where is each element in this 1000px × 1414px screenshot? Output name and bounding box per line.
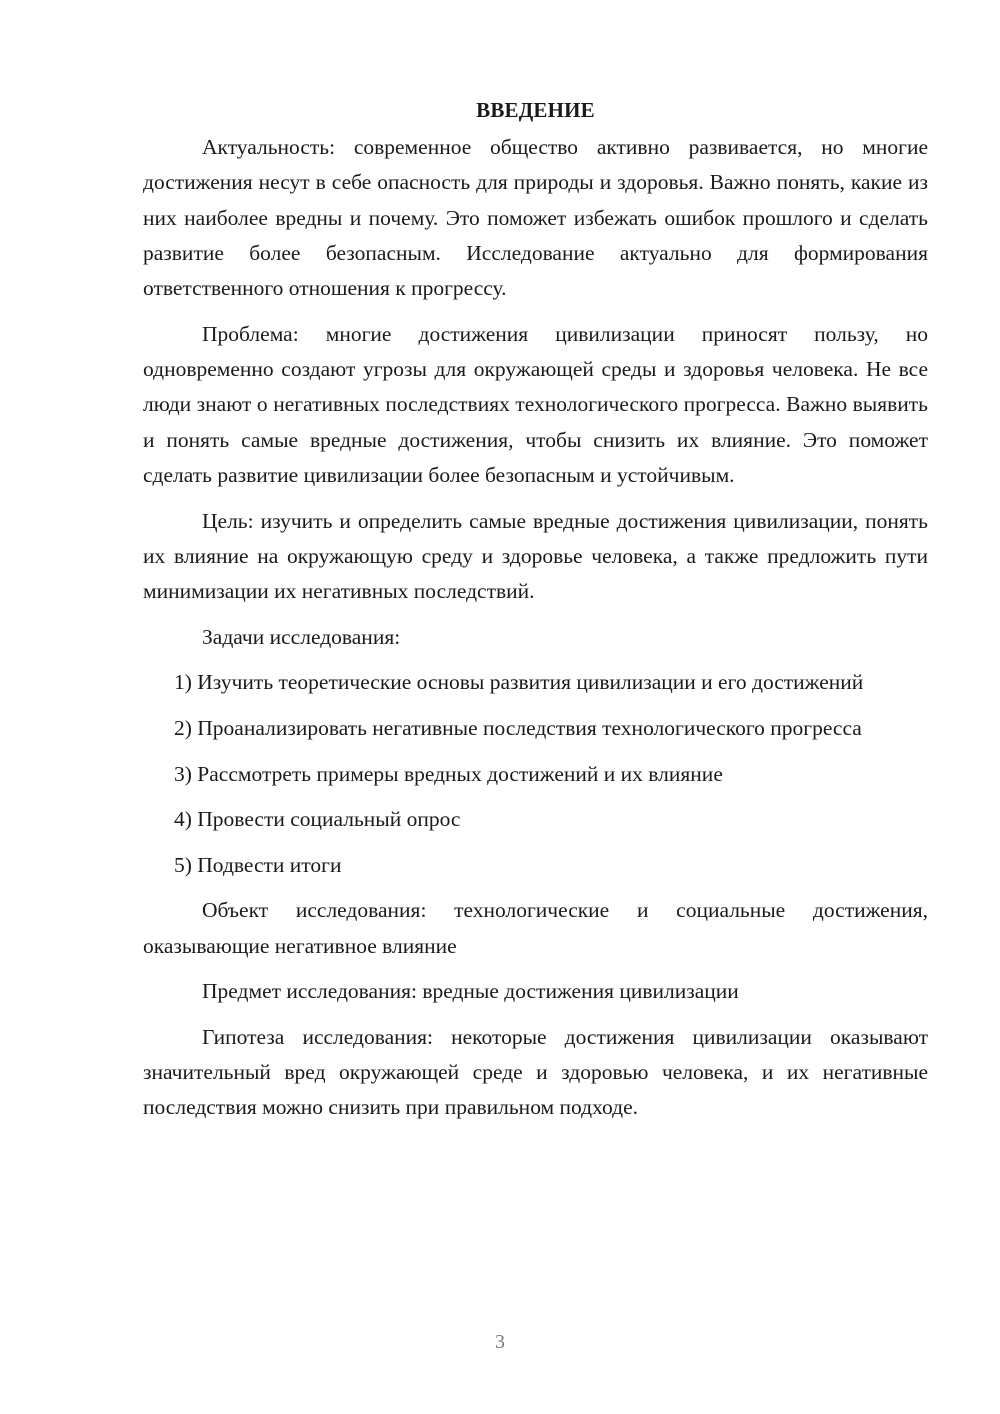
problem-paragraph: Проблема: многие достижения цивилизации приносят пользу, но одновременно создают угрозы для окружающей среды и здоровья человека. Не все люди знают о негативных последствиях технологического прогресса. Важно выявить и понять самые вредные достижения, чтобы снизить их влияние. Это поможет сделать развитие цивилизации более безопасным и устойчивым.: [143, 321, 928, 487]
task-item: 2) Проанализировать негативные последствия технологического прогресса: [174, 715, 862, 740]
document-page: [143, 93, 928, 1136]
task-item: 5) Подвести итоги: [174, 852, 342, 877]
hypothesis-paragraph: Гипотеза исследования: некоторые достижения цивилизации оказывают значительный вред окружающей среде и здоровью человека, и их негативные последствия можно снизить при правильном подходе.: [143, 1024, 928, 1120]
relevance-paragraph: Актуальность: современное общество активно развивается, но многие достижения несут в себе опасность для природы и здоровья. Важно понять, какие из них наиболее вредны и почему. Это поможет избежать ошибок прошлого и сделать развитие более безопасным. Исследование актуально для формирования ответственного отношения к прогрессу.: [143, 135, 928, 301]
tasks-title: Задачи исследования:: [202, 624, 401, 649]
task-item: 1) Изучить теоретические основы развития цивилизации и его достижений: [174, 670, 864, 695]
page-number: 3: [495, 1331, 505, 1353]
task-item: 4) Провести социальный опрос: [174, 807, 461, 832]
subject-paragraph: Предмет исследования: вредные достижения цивилизации: [202, 979, 739, 1004]
page-title: ВВЕДЕНИЕ: [476, 98, 595, 122]
object-paragraph: Объект исследования: технологические и социальные достижения, оказывающие негативное влияние: [143, 898, 928, 958]
task-item: 3) Рассмотреть примеры вредных достижений и их влияние: [174, 761, 723, 786]
goal-paragraph: Цель: изучить и определить самые вредные достижения цивилизации, понять их влияние на окружающую среду и здоровье человека, а также предложить пути минимизации их негативных последствий.: [143, 508, 928, 604]
